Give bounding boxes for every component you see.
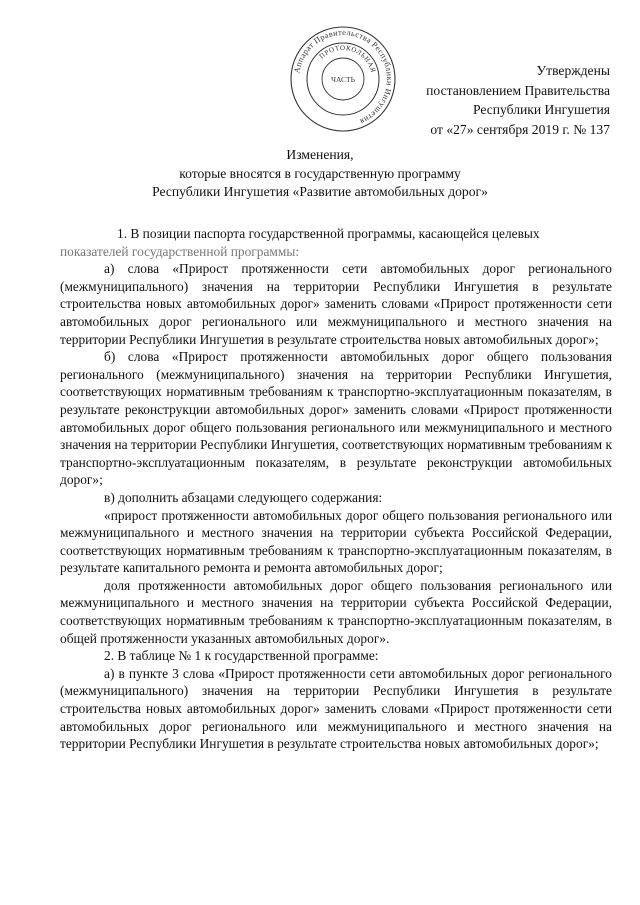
document-body: [60, 225, 612, 753]
paragraph-1: [60, 225, 612, 260]
paragraph-2b: б) слова «Прирост протяженности автомобильных дорог общего пользования регионального (межмуниципального) значения на территории Республики Ингушетия, соответствующих нормативным требованиям к транспортно-эксплуатационным показателям, в результате реконструкции автомобильных дорог» заменить словами «Прирост протяженности автомобильных дорог общего пользования регионального или межмуниципального и местного значения на территории Республики Ингушетия, соответствующих нормативным требованиям к транспортно-эксплуатационным показателям, в результате реконструкции автомобильных дорог»;: [60, 349, 612, 488]
paragraph-section-2a: а) в пункте 3 слова «Прирост протяженности сети автомобильных дорог регионального (межмуниципального) значения на территории Республики Ингушетия в результате строительства новых автомобильных дорог» заменить словами «Прирост протяженности сети автомобильных дорог регионального или межмуниципального и местного значения на территории Республики Ингушетия в результате строительства новых автомобильных дорог»;: [60, 665, 612, 752]
approval-date-line: от «27» сентября 2019 г. № 137: [430, 121, 610, 137]
approval-block: [426, 61, 610, 139]
svg-text:ЧАСТЬ: ЧАСТЬ: [331, 75, 355, 84]
official-seal: [289, 25, 397, 133]
approval-line: Республики Ингушетия: [472, 102, 610, 117]
svg-text:ПРОТОКОЛЬНАЯ: ПРОТОКОЛЬНАЯ: [317, 43, 378, 74]
paragraph-text: 1. В позиции паспорта государственной программы, касающейся целевых: [117, 226, 540, 241]
approval-line: постановлением Правительства: [426, 82, 610, 98]
document-title: [0, 146, 640, 202]
title-line: которые вносятся в государственную программу: [179, 165, 461, 181]
paragraph-new-indicator-2: доля протяженности автомобильных дорог общего пользования регионального или межмуниципального и местного значения на территории субъекта Российской Федерации, соответствующих нормативным требованиям к транспортно-эксплуатационным показателям, в общей протяженности указанных автомобильных дорог».: [60, 577, 612, 646]
svg-text:Аппарат Правительства Республи: Аппарат Правительства Республики Ингушетия: [292, 27, 395, 127]
paragraph-2c: в) дополнить абзацами следующего содержания:: [104, 489, 383, 505]
paragraph-section-2: 2. В таблице № 1 к государственной программе:: [104, 648, 379, 664]
title-line: Республики Ингушетия «Развитие автомобильных дорог»: [152, 184, 488, 199]
approval-line: Утверждены: [536, 63, 610, 78]
paragraph-text: показателей государственной программы:: [60, 243, 300, 259]
paragraph-new-indicator-1: «прирост протяженности автомобильных дорог общего пользования регионального или межмуниципального и местного значения на территории субъекта Российской Федерации, соответствующих нормативным требованиям к транспортно-эксплуатационным показателям, в результате капитального ремонта и ремонта автомобильных дорог;: [60, 507, 612, 576]
paragraph-2a: а) слова «Прирост протяженности сети автомобильных дорог регионального (межмуниципального) значения на территории Республики Ингушетия в результате строительства новых автомобильных дорог» заменить словами «Прирост протяженности сети автомобильных дорог регионального или межмуниципального и местного значения на территории Республики Ингушетия в результате строительства новых автомобильных дорог»;: [60, 261, 612, 347]
title-line: Изменения,: [286, 147, 354, 162]
